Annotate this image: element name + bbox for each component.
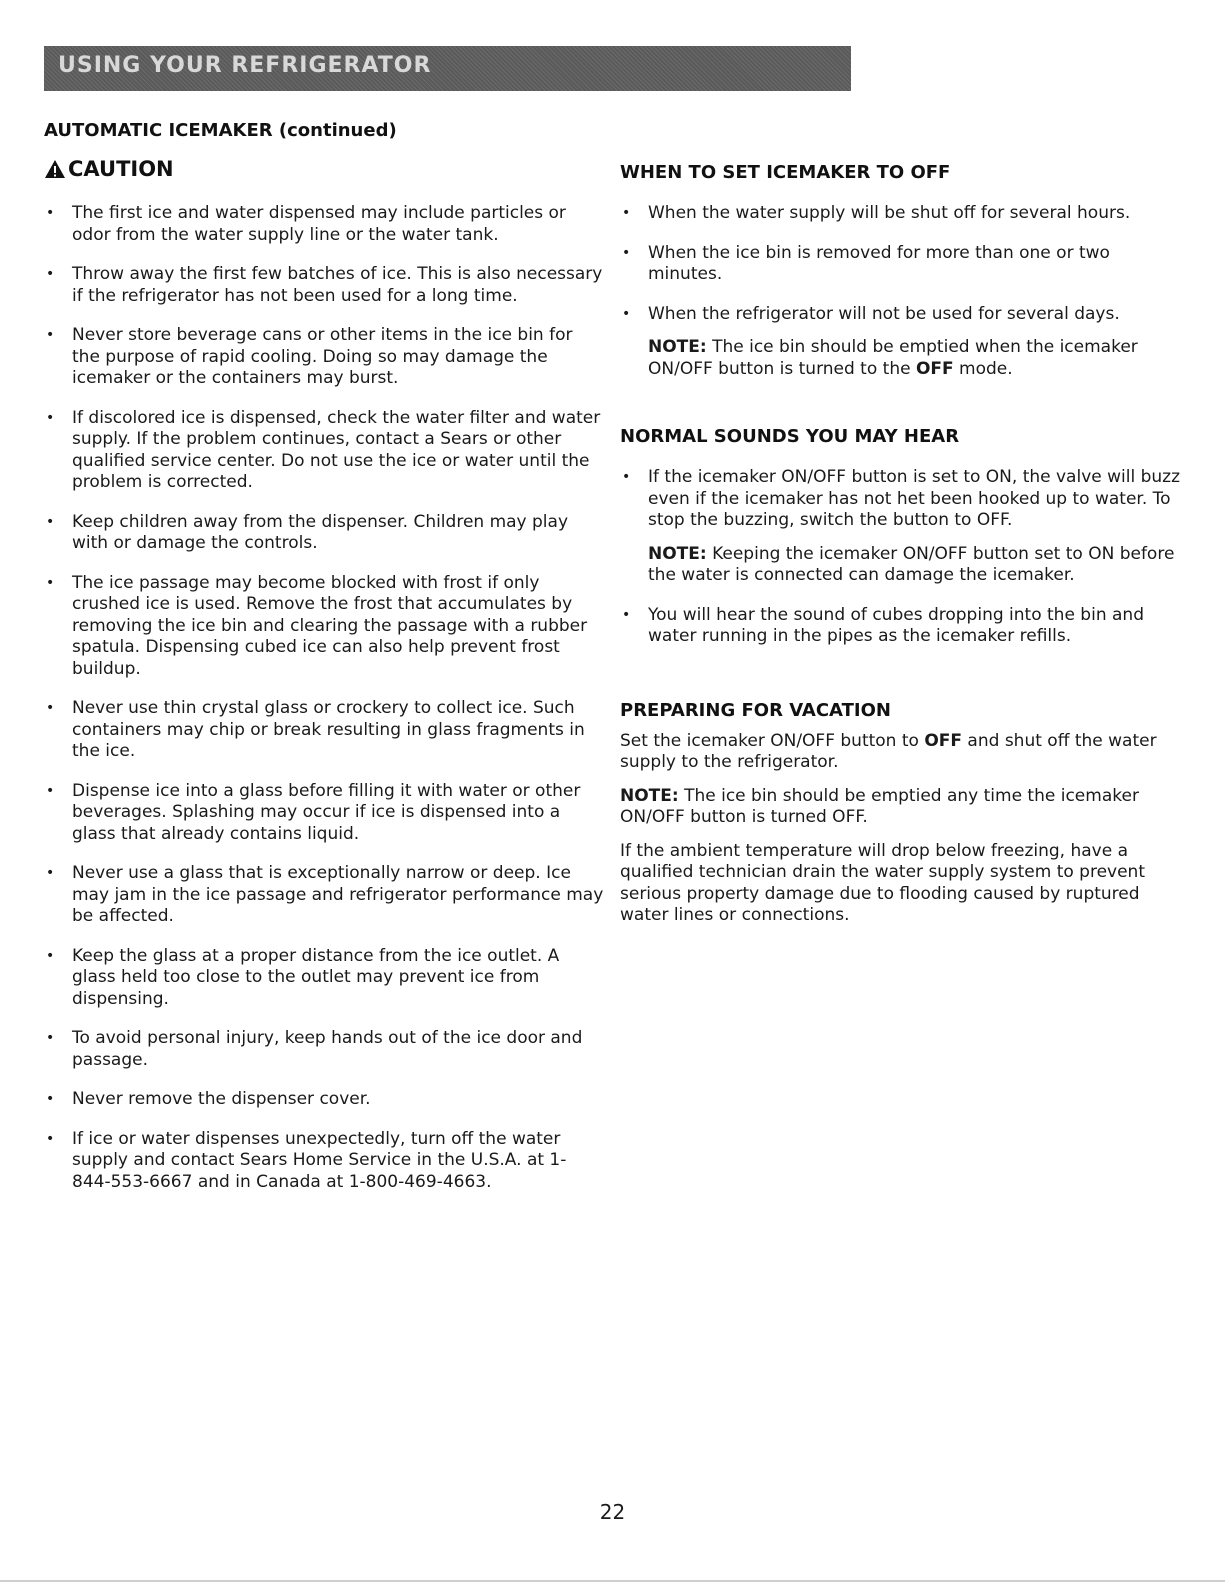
sounds-note: NOTE: Keeping the icemaker ON/OFF button set to ON before the water is connected can damage the icemaker.	[648, 543, 1175, 585]
section-banner	[44, 46, 851, 91]
list-item: • To avoid personal injury, keep hands out of the ice door and passage.	[46, 1028, 583, 1070]
list-item: • Never remove the dispenser cover.	[46, 1089, 371, 1109]
section-title: AUTOMATIC ICEMAKER (continued)	[44, 120, 397, 141]
sounds-list-2	[620, 605, 1180, 648]
list-item: • The ice passage may become blocked with frost if only crushed ice is used. Remove the frost that accumulates by removing the ice bin and clearing the passage with a rubber spatula. Dispensing cubed ice can also help prevent frost buildup.	[46, 572, 588, 679]
vacation-note: NOTE: The ice bin should be emptied any time the icemaker ON/OFF button is turned OFF.	[620, 785, 1139, 827]
list-item: • If ice or water dispenses unexpectedly, turn off the water supply and contact Sears Home Service in the U.S.A. at 1-844-553-6667 and in Canada at 1-800-469-4663.	[46, 1128, 567, 1192]
list-item: • The first ice and water dispensed may include particles or odor from the water supply line or the water tank.	[46, 203, 566, 245]
vacation-title: PREPARING FOR VACATION	[620, 699, 891, 721]
bottom-divider	[0, 1580, 1225, 1582]
off-list	[620, 203, 1180, 325]
list-item: • Throw away the first few batches of ice. This is also necessary if the refrigerator has not been used for a long time.	[46, 264, 603, 306]
caution-heading	[44, 157, 604, 181]
list-item: • You will hear the sound of cubes dropping into the bin and water running in the pipes as the icemaker refills.	[622, 604, 1144, 646]
vacation-paragraph: Set the icemaker ON/OFF button to OFF and shut off the water supply to the refrigerator.	[620, 730, 1157, 772]
vacation-section	[620, 700, 1180, 927]
sounds-list	[620, 467, 1180, 532]
caution-label: CAUTION	[68, 157, 174, 181]
sounds-title: NORMAL SOUNDS YOU MAY HEAR	[620, 426, 960, 447]
list-item: • Dispense ice into a glass before filling it with water or other beverages. Splashing may occur if ice is dispensed into a glass that already contains liquid.	[46, 780, 581, 844]
vacation-paragraph: If the ambient temperature will drop below freezing, have a qualified technician drain the water supply system to prevent serious property damage due to flooding caused by ruptured water lines or connections.	[620, 840, 1145, 925]
right-column	[620, 162, 1180, 939]
page-number: 22	[599, 1500, 626, 1524]
list-item: • Never use a glass that is exceptionally narrow or deep. Ice may jam in the ice passage and refrigerator performance may be affected.	[46, 863, 604, 926]
sounds-section	[620, 426, 1180, 648]
list-item: • When the water supply will be shut off for several hours.	[622, 203, 1131, 223]
banner-title: USING YOUR REFRIGERATOR	[58, 53, 432, 78]
warning-triangle-icon	[44, 159, 66, 179]
caution-list	[44, 203, 604, 1193]
left-column	[44, 120, 604, 1211]
off-title: WHEN TO SET ICEMAKER TO OFF	[620, 162, 951, 183]
list-item: • When the ice bin is removed for more than one or two minutes.	[622, 242, 1110, 284]
off-section	[620, 162, 1180, 380]
list-item: • Never store beverage cans or other items in the ice bin for the purpose of rapid cooling. Doing so may damage the icemaker or the containers may burst.	[46, 325, 573, 388]
list-item: • Never use thin crystal glass or crockery to collect ice. Such containers may chip or break resulting in glass fragments in the ice.	[46, 698, 585, 761]
list-item: • When the refrigerator will not be used for several days.	[622, 303, 1120, 324]
list-item: • If discolored ice is dispensed, check the water filter and water supply. If the problem continues, contact a Sears or other qualified service center. Do not use the ice or water until the problem is corrected.	[46, 407, 601, 492]
list-item: • If the icemaker ON/OFF button is set to ON, the valve will buzz even if the icemaker has not het been hooked up to water. To stop the buzzing, switch the button to OFF.	[622, 467, 1181, 530]
list-item: • Keep the glass at a proper distance from the ice outlet. A glass held too close to the outlet may prevent ice from dispensing.	[46, 945, 560, 1009]
list-item: • Keep children away from the dispenser. Children may play with or damage the controls.	[46, 511, 569, 553]
off-note: NOTE: The ice bin should be emptied when the icemaker ON/OFF button is turned to the OFF mode.	[648, 337, 1138, 379]
